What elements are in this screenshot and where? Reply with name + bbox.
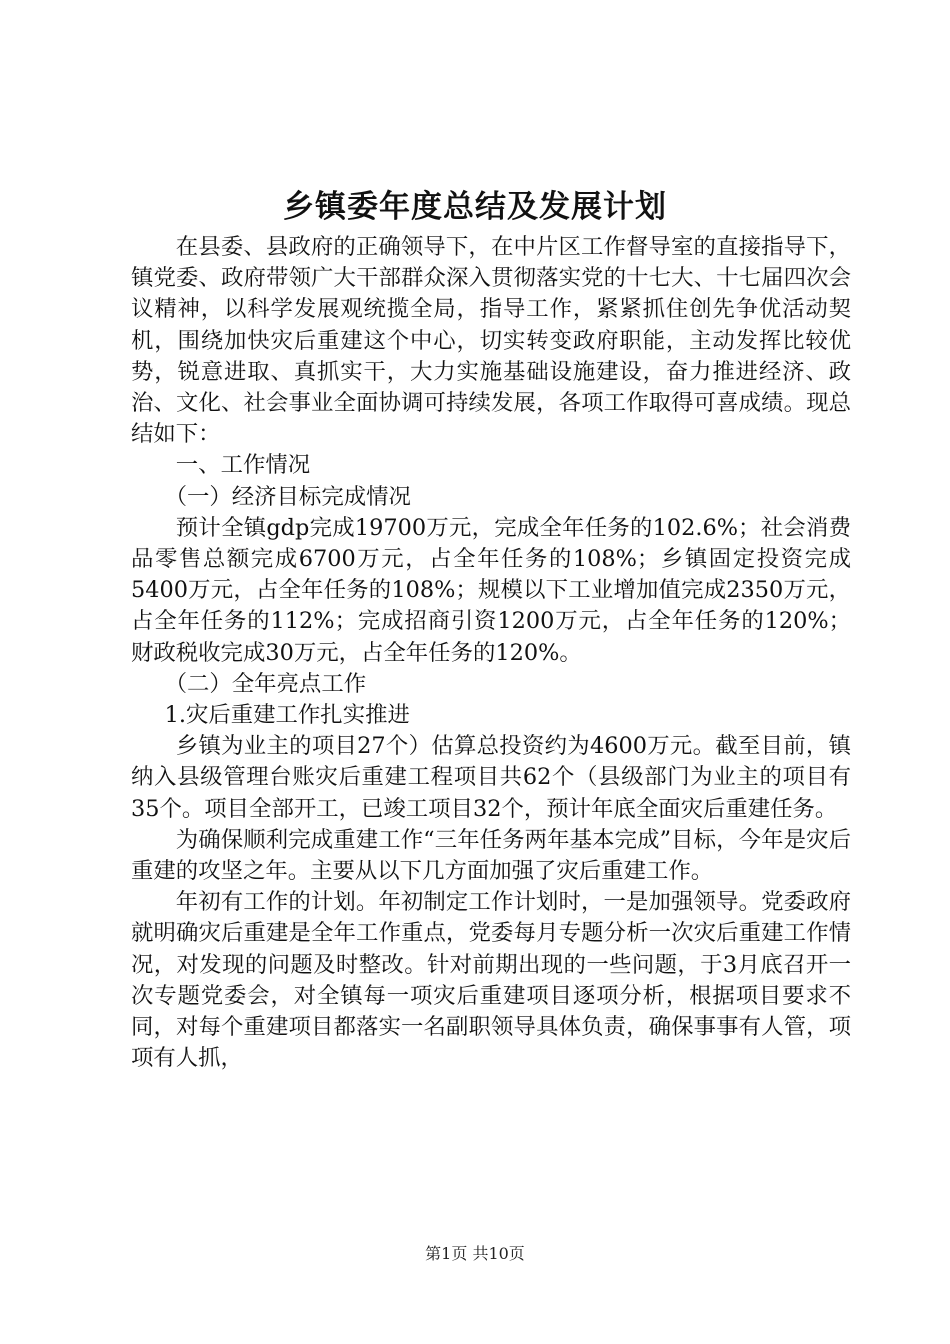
subsection-heading-economic-targets: （一）经济目标完成情况 — [164, 483, 411, 510]
document-title: 乡镇委年度总结及发展计划 — [283, 189, 667, 225]
annual-plan-paragraph: 年初有工作的计划。年初制定工作计划时，一是加强领导。党委政府就明确灾后重建是全年工作重点，党委每月专题分析一次灾后重建工作情况，对发现的问题及时整改。针对前期出现的一些问题，于3月底召开一次专题党委会，对全镇每一项灾后重建项目逐项分析，根据项目要求不同，对每个重建项目都落实一名副职领导具体负责，确保事事有人管，项项有人抓， — [131, 889, 851, 1072]
reconstruction-projects-paragraph: 乡镇为业主的项目27个）估算总投资约为4600万元。截至目前，镇纳入县级管理台账灾后重建工程项目共62个（县级部门为业主的项目有35个。项目全部开工，已竣工项目32个，预计年底全面灾后重建任务。 — [131, 733, 851, 822]
economic-targets-paragraph: 预计全镇gdp完成19700万元，完成全年任务的102.6%；社会消费品零售总额完成6700万元，占全年任务的108%；乡镇固定投资完成5400万元，占全年任务的108%；规模以下工业增加值完成2350万元，占全年任务的112%；完成招商引资1200万元，占全年任务的120%；财政税收完成30万元，占全年任务的120%。 — [131, 514, 851, 666]
subsection-heading-highlights: （二）全年亮点工作 — [164, 670, 367, 697]
section-heading-work-status: 一、工作情况 — [175, 452, 311, 479]
page-number-footer: 第1页 共10页 — [425, 1244, 525, 1263]
item-heading-reconstruction: 1.灾后重建工作扎实推进 — [164, 702, 410, 729]
intro-paragraph: 在县委、县政府的正确领导下，在中片区工作督导室的直接指导下，镇党委、政府带领广大干部群众深入贯彻落实党的十七大、十七届四次会议精神，以科学发展观统揽全局，指导工作，紧紧抓住创先争优活动契机，围绕加快灾后重建这个中心，切实转变政府职能，主动发挥比较优势，锐意进取、真抓实干，大力实施基础设施建设，奋力推进经济、政治、文化、社会事业全面协调可持续发展，各项工作取得可喜成绩。现总结如下： — [131, 234, 851, 448]
document-body — [131, 232, 851, 1074]
reconstruction-goal-paragraph: 为确保顺利完成重建工作“三年任务两年基本完成”目标，今年是灾后重建的攻坚之年。主要从以下几方面加强了灾后重建工作。 — [131, 826, 851, 885]
